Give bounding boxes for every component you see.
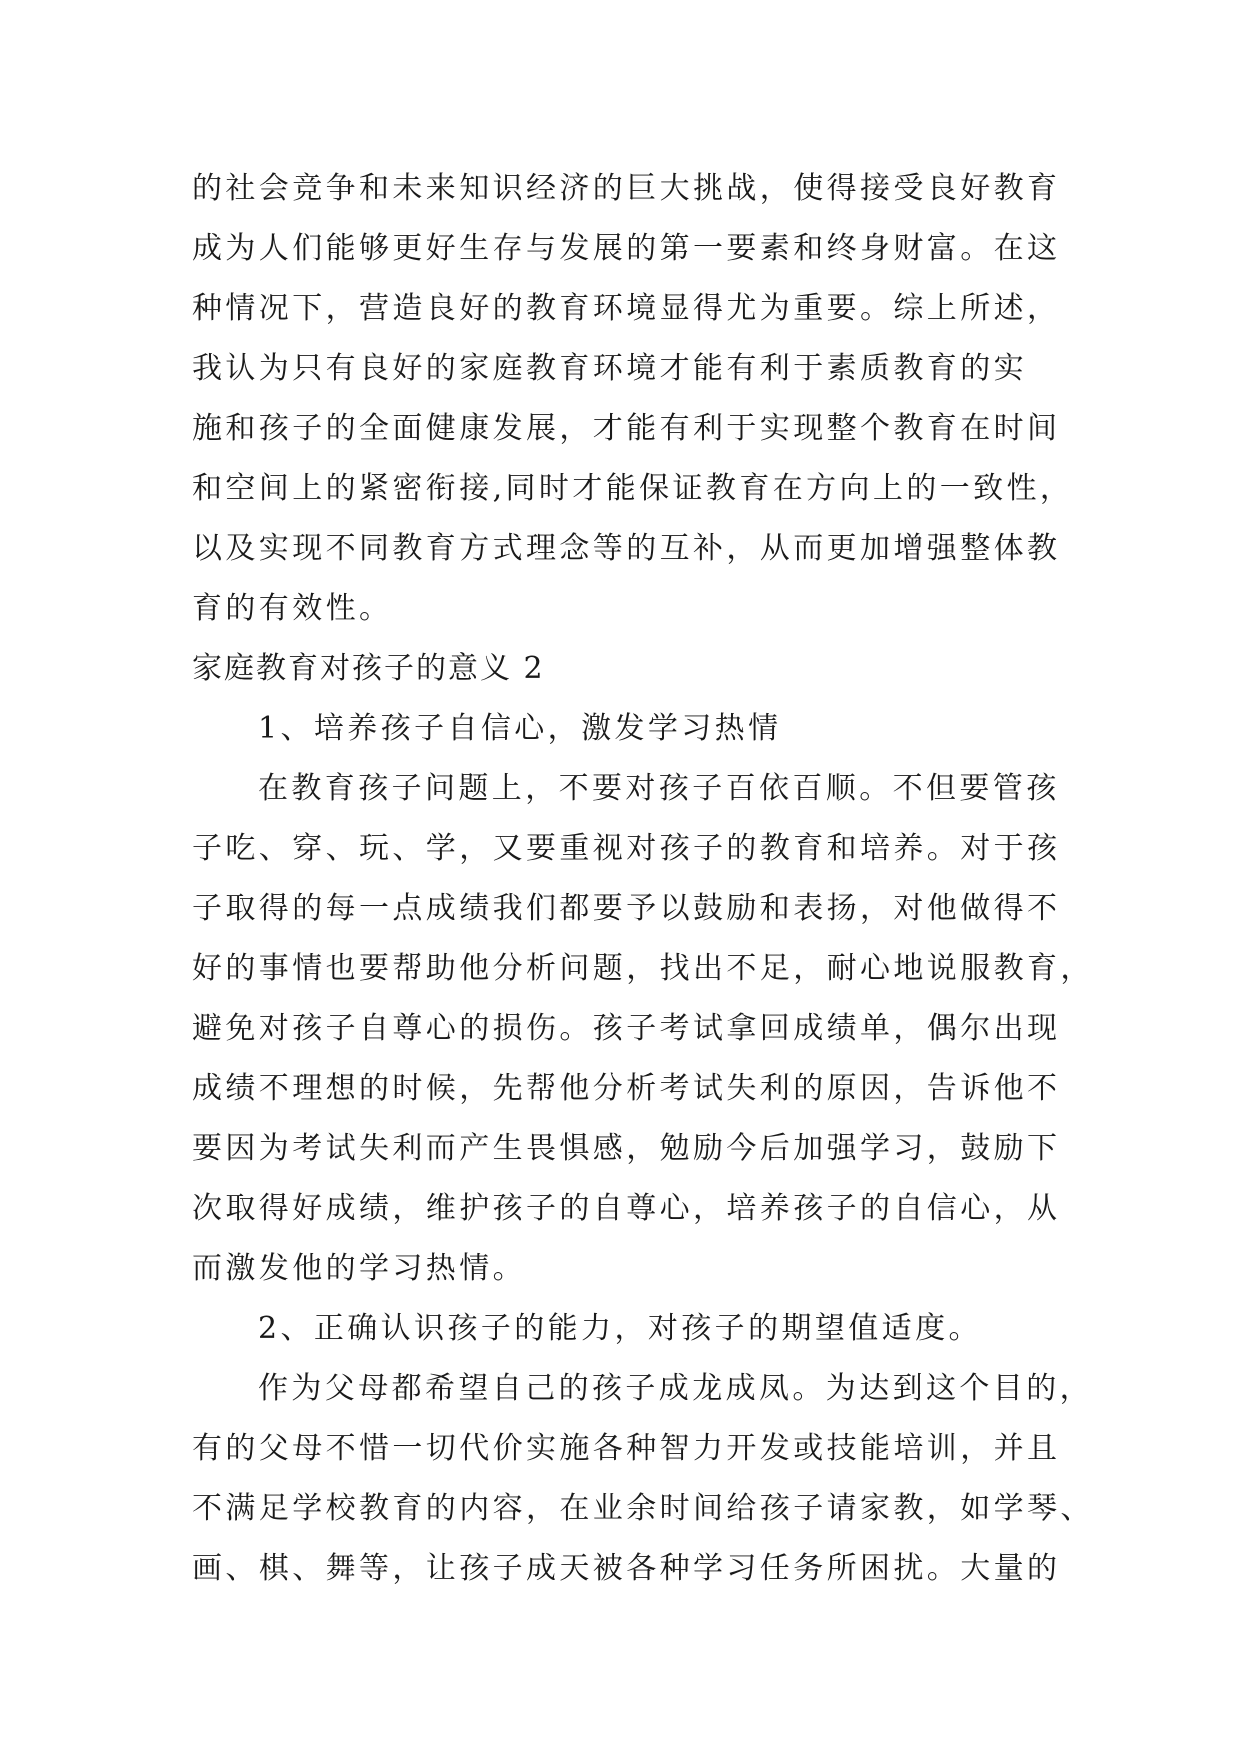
- paragraph-line: 成绩不理想的时候，先帮他分析考试失利的原因，告诉他不: [192, 1071, 1061, 1106]
- paragraph-line: 子取得的每一点成绩我们都要予以鼓励和表扬，对他做得不: [192, 891, 1061, 926]
- subheading: 2、正确认识孩子的能力，对孩子的期望值适度。: [258, 1311, 982, 1346]
- paragraph-line: 的社会竞争和未来知识经济的巨大挑战，使得接受良好教育: [192, 171, 1061, 206]
- paragraph-line: 子吃、穿、玩、学，又要重视对孩子的教育和培养。对于孩: [192, 831, 1061, 866]
- paragraph-line: 以及实现不同教育方式理念等的互补，从而更加增强整体教: [192, 531, 1061, 566]
- document-body: [192, 159, 1094, 1599]
- paragraph-line: 次取得好成绩，维护孩子的自尊心，培养孩子的自信心，从: [192, 1191, 1061, 1226]
- paragraph-line: 育的有效性。: [192, 591, 393, 626]
- paragraph-line: 和空间上的紧密衔接,同时才能保证教育在方向上的一致性，: [192, 471, 1074, 506]
- paragraph-line: 避免对孩子自尊心的损伤。孩子考试拿回成绩单，偶尔出现: [192, 1011, 1061, 1046]
- paragraph-line: 在教育孩子问题上，不要对孩子百依百顺。不但要管孩: [258, 771, 1060, 806]
- paragraph-line: 要因为考试失利而产生畏惧感，勉励今后加强学习，鼓励下: [192, 1131, 1061, 1166]
- paragraph-line: 好的事情也要帮助他分析问题，找出不足，耐心地说服教育，: [192, 951, 1094, 986]
- paragraph-line: 我认为只有良好的家庭教育环境才能有利于素质教育的实: [192, 351, 1027, 386]
- paragraph-line: 有的父母不惜一切代价实施各种智力开发或技能培训，并且: [192, 1431, 1061, 1466]
- subheading: 1、培养孩子自信心，激发学习热情: [258, 711, 782, 746]
- paragraph-line: 而激发他的学习热情。: [192, 1251, 526, 1286]
- paragraph-line: 不满足学校教育的内容，在业余时间给孩子请家教，如学琴、: [192, 1491, 1094, 1526]
- paragraph-line: 种情况下，营造良好的教育环境显得尤为重要。综上所述，: [192, 291, 1061, 326]
- section-heading: 家庭教育对孩子的意义 2: [192, 651, 545, 686]
- paragraph-line: 施和孩子的全面健康发展，才能有利于实现整个教育在时间: [192, 411, 1061, 446]
- paragraph-line: 画、棋、舞等，让孩子成天被各种学习任务所困扰。大量的: [192, 1551, 1061, 1586]
- paragraph-line: 作为父母都希望自己的孩子成龙成凤。为达到这个目的，: [258, 1371, 1093, 1406]
- paragraph-line: 成为人们能够更好生存与发展的第一要素和终身财富。在这: [192, 231, 1061, 266]
